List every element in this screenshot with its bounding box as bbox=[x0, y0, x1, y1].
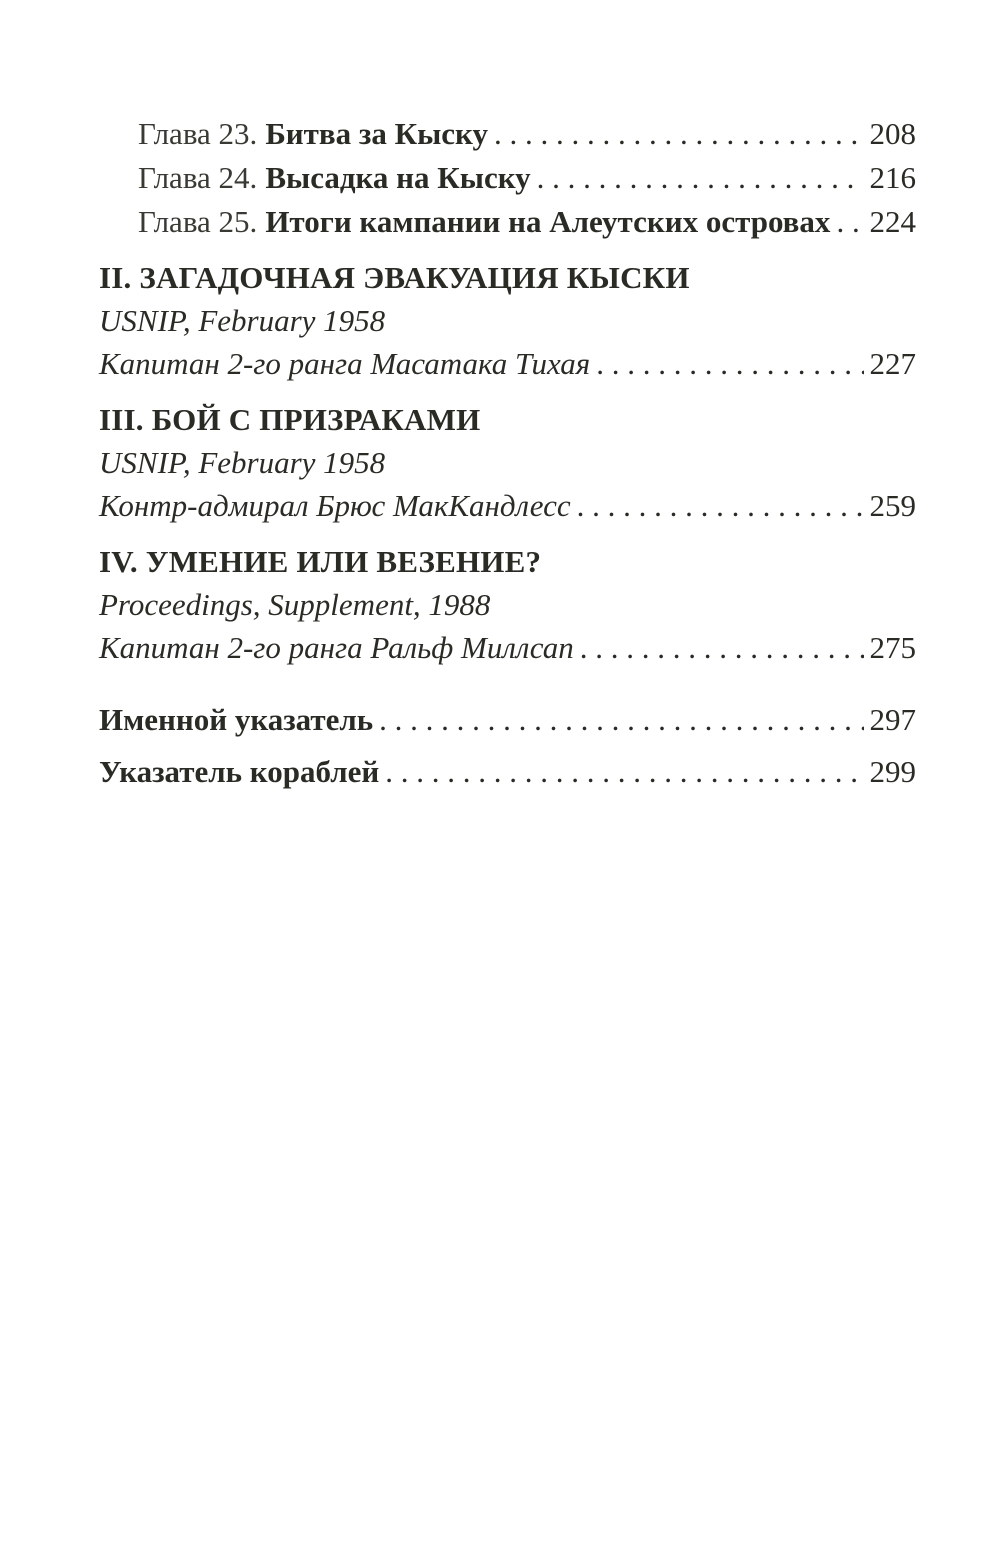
page-number: 208 bbox=[869, 116, 916, 151]
toc-indexes bbox=[99, 694, 916, 798]
page-number: 275 bbox=[869, 630, 916, 665]
section-heading: II. ЗАГАДОЧНАЯ ЭВАКУАЦИЯ КЫСКИ bbox=[99, 260, 690, 295]
section-source: Proceedings, Supplement, 1988 bbox=[99, 587, 491, 622]
chapter-title: Битва за Кыску bbox=[265, 116, 488, 151]
page-number: 224 bbox=[869, 204, 916, 239]
chapter-number: Глава 25. bbox=[138, 204, 258, 239]
dot-leader bbox=[596, 342, 863, 386]
toc-entry-ship-index bbox=[99, 746, 916, 798]
section-heading: III. БОЙ С ПРИЗРАКАМИ bbox=[99, 402, 481, 437]
index-title: Именной указатель bbox=[99, 702, 374, 737]
page-number: 297 bbox=[869, 702, 916, 737]
section-author-entry bbox=[99, 484, 916, 528]
chapter-title: Высадка на Кыску bbox=[265, 160, 531, 195]
section-heading: IV. УМЕНИЕ ИЛИ ВЕЗЕНИЕ? bbox=[99, 544, 542, 579]
toc-entry-chapter-23 bbox=[99, 112, 916, 156]
toc-section-iv bbox=[99, 540, 916, 670]
chapter-number: Глава 23. bbox=[138, 116, 258, 151]
chapter-number: Глава 24. bbox=[138, 160, 258, 195]
page-number: 259 bbox=[869, 488, 916, 523]
toc-entry-chapter-25 bbox=[99, 200, 916, 244]
section-author-entry bbox=[99, 626, 916, 670]
dot-leader bbox=[836, 200, 863, 244]
chapter-title: Итоги кампании на Алеутских островах bbox=[265, 204, 831, 239]
page-number: 216 bbox=[869, 160, 916, 195]
dot-leader bbox=[385, 746, 863, 798]
section-source: USNIP, February 1958 bbox=[99, 445, 386, 480]
section-author: Капитан 2-го ранга Ральф Миллсап bbox=[99, 630, 574, 665]
toc-entry-name-index bbox=[99, 694, 916, 746]
dot-leader bbox=[494, 112, 864, 156]
page-number: 227 bbox=[869, 346, 916, 381]
toc-section-ii bbox=[99, 256, 916, 386]
dot-leader bbox=[537, 156, 864, 200]
section-source: USNIP, February 1958 bbox=[99, 303, 386, 338]
section-author: Капитан 2-го ранга Масатака Тихая bbox=[99, 346, 591, 381]
toc-section-iii bbox=[99, 398, 916, 528]
table-of-contents bbox=[99, 112, 916, 798]
toc-entry-chapter-24 bbox=[99, 156, 916, 200]
dot-leader bbox=[379, 694, 863, 746]
section-author-entry bbox=[99, 342, 916, 386]
dot-leader bbox=[577, 484, 864, 528]
page-number: 299 bbox=[869, 754, 916, 789]
index-title: Указатель кораблей bbox=[99, 754, 380, 789]
section-author: Контр-адмирал Брюс МакКандлесс bbox=[99, 488, 571, 523]
dot-leader bbox=[580, 626, 864, 670]
